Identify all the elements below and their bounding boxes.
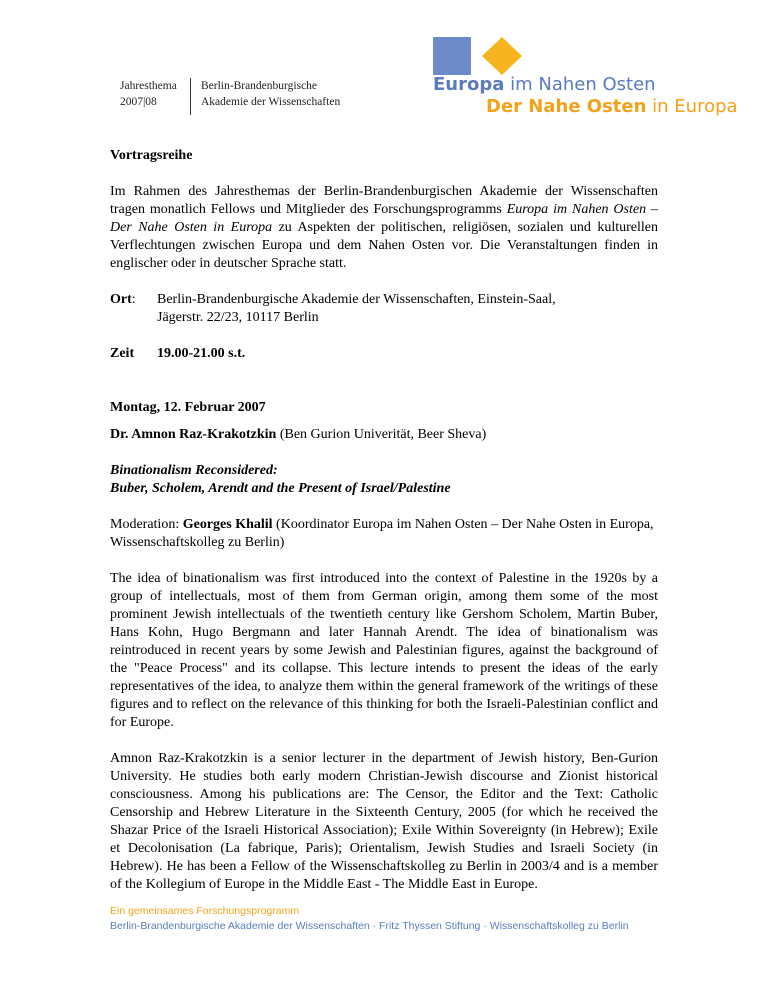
academy-label (201, 78, 340, 110)
academy-line1: Berlin-Brandenburgische (201, 80, 318, 92)
moderator-name: Georges Khalil (182, 517, 273, 532)
talk-title-line2: Buber, Scholem, Arendt and the Present of Israel/Palestine (110, 481, 451, 496)
footer (110, 904, 629, 934)
moderator-affiliation: (Koordinator Europa im Nahen Osten – Der Nahe Osten in Europa, Wissenschaftskolleg zu Berlin) (110, 517, 654, 550)
bio-paragraph: Amnon Raz-Krakotzkin is a senior lecturer in the department of Jewish history, Ben-Gurion University. He studies both early modern Christian-Jewish discourse and Zionist historical consciousness. Among his publications are: The Censor, the Editor and the Text: Catholic Censorship and Hebrew Literature in the Sixteenth Century, 2005 (for which he received the Shazar Price of the Israeli Historical Association); Exile Within Sovereignty (in Hebrew); Exile et Decolonisation (La fabrique, Paris); Orientalism, Jewish Studies and Israeli Society (in Hebrew). He has been a Fellow of the Wissenschaftskolleg zu Berlin in 2003/4 and is a member of the Kollegium of Europe in the Middle East - The Middle East in Europe. (110, 751, 658, 892)
document-body (110, 147, 658, 894)
intro-text-b: zu Aspekten der politischen, religiösen, sozialen und kulturellen Verflechtungen zwischen Europa und dem Nahen Osten vor. Die Veranstaltungen finden in englischer oder in deutscher Sprache statt. (110, 220, 658, 271)
program-logo-mark (433, 35, 533, 77)
logo-der-nahe-osten: Der Nahe Osten (486, 96, 647, 117)
moderation-line (110, 516, 658, 552)
intro-paragraph (110, 183, 658, 273)
venue-line2: Jägerstr. 22/23, 10117 Berlin (157, 310, 319, 325)
moderation-label: Moderation: (110, 517, 183, 532)
time-row (110, 345, 658, 363)
time-label: Zeit (110, 346, 135, 361)
speaker-line (110, 426, 658, 444)
logo-line-2 (486, 96, 738, 118)
footer-line2: Berlin-Brandenburgische Akademie der Wissenschaften · Fritz Thyssen Stiftung · Wissenschaftskolleg zu Berlin (110, 920, 629, 932)
venue-line1: Berlin-Brandenburgische Akademie der Wissenschaften, Einstein-Saal, (157, 292, 556, 307)
abstract-paragraph: The idea of binationalism was first introduced into the context of Palestine in the 1920s by a group of intellectuals, most of them from German origin, among them some of the most prominent Jewish intellectuals of the twentieth century like Gershom Scholem, Martin Buber, Hans Kohn, Hugo Bergmann and later Hannah Arendt. The idea of binationalism was reintroduced in recent years by some Jewish and Palestinian figures, against the background of the "Peace Process" and its collapse. This lecture intends to present the ideas of the early representatives of the idea, to analyze them within the general framework of the writings of these figures and to reflect on the relevance of this thinking for both the Israeli-Palestinian conflict and for Europe. (110, 571, 658, 730)
series-title: Vortragsreihe (110, 148, 193, 163)
jahresthema-line: Jahresthema (120, 80, 177, 92)
venue-label (110, 291, 157, 327)
academy-line2: Akademie der Wissenschaften (201, 96, 341, 108)
intro-text-a: Im Rahmen des Jahresthemas der Berlin-Brandenburgischen Akademie der Wissenschaften tragen monatlich Fellows und Mitglieder des Forschungsprogramms (110, 184, 658, 217)
year-line: 2007|08 (120, 96, 157, 108)
speaker-name: Dr. Amnon Raz-Krakotzkin (110, 427, 277, 442)
venue-row (110, 291, 658, 327)
logo-europa: Europa (433, 74, 505, 95)
logo-square (433, 37, 471, 75)
event-date: Montag, 12. Februar 2007 (110, 400, 266, 415)
talk-title (110, 462, 658, 498)
header-divider (190, 78, 191, 115)
time-value: 19.00-21.00 s.t. (157, 346, 246, 361)
logo-im-nahen-osten: im Nahen Osten (504, 74, 656, 95)
logo-diamond (482, 37, 522, 75)
venue-label-colon: : (131, 292, 136, 307)
speaker-affiliation: (Ben Gurion Univerität, Beer Sheva) (276, 427, 487, 442)
footer-line1: Ein gemeinsames Forschungsprogramm (110, 905, 300, 917)
logo-in-europa: in Europa (646, 96, 738, 117)
logo-line-1 (433, 74, 656, 96)
venue-value (157, 291, 556, 327)
jahresthema-label (120, 78, 177, 110)
venue-label-text: Ort (110, 292, 132, 307)
intro-program-name: Europa im Nahen Osten – Der Nahe Osten in Europa (110, 202, 658, 235)
talk-title-line1: Binationalism Reconsidered: (110, 463, 278, 478)
